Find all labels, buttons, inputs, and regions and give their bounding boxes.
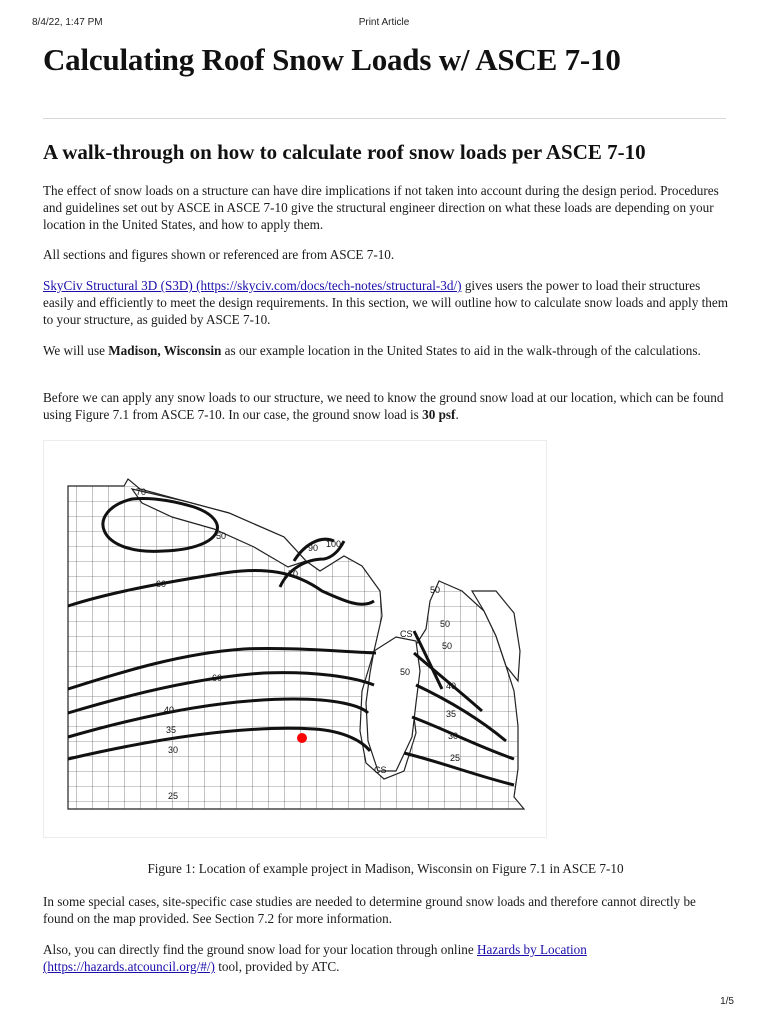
contour-label: 25: [450, 753, 461, 763]
article-title: Calculating Roof Snow Loads w/ ASCE 7-10: [43, 42, 621, 77]
contour-label: 40: [164, 705, 175, 715]
contour-label: 40: [446, 681, 457, 691]
snow-load-map: [44, 441, 546, 837]
contour-label: 70: [136, 487, 147, 497]
location-paragraph: [43, 342, 728, 359]
contour-label: 25: [168, 791, 179, 801]
contour-label: 70: [288, 569, 299, 579]
hazards-by-location-link[interactable]: Hazards by Location (https://hazards.atcouncil.org/#/): [43, 942, 587, 974]
contour-label: CS: [374, 765, 387, 775]
page-number: 1/5: [720, 996, 734, 1007]
contour-label: 50: [430, 585, 441, 595]
reference-paragraph: All sections and figures shown or referenced are from ASCE 7-10.: [43, 247, 395, 262]
ground-load-text-pre: Before we can apply any snow loads to our structure, we need to know the ground snow load at our location, which can be found using Figure 7.1 from ASCE 7-10. In our case, the ground snow load is: [43, 390, 724, 422]
contour-label: 35: [166, 725, 177, 735]
madison-location-marker: [297, 733, 307, 743]
ground-load-text-post: .: [455, 407, 459, 422]
contour-label: 35: [446, 709, 457, 719]
print-header: [32, 17, 736, 31]
contour-label: 60: [156, 579, 167, 589]
title-divider: [43, 118, 726, 119]
hazards-text-pre: Also, you can directly find the ground snow load for your location through online: [43, 942, 478, 957]
article-subtitle: A walk-through on how to calculate roof snow loads per ASCE 7-10: [43, 140, 646, 164]
print-datetime: 8/4/22, 1:47 PM: [32, 17, 103, 28]
contour-label: 30: [448, 731, 459, 741]
figure-caption: Figure 1: Location of example project in Madison, Wisconsin on Figure 7.1 in ASCE 7-10: [147, 861, 624, 876]
skyciv-paragraph-text: gives users the power to load their structures easily and efficiently to meet the design requirements. In this section, we will outline how to calculate snow loads and apply them to your structure, as guided by ASCE 7-10.: [43, 278, 728, 327]
contour-label: 50: [440, 619, 451, 629]
skyciv-paragraph: [43, 277, 728, 328]
contour-label: 60: [212, 673, 223, 683]
contour-label: 50: [442, 641, 453, 651]
intro-paragraph: The effect of snow loads on a structure can have dire implications if not taken into account during the design period. Procedures and guidelines set out by ASCE in ASCE 7-10 give the structural engineer direction on what these loads are depending on your location in the United States, and how to apply them.: [43, 183, 719, 232]
skyciv-s3d-link[interactable]: SkyCiv Structural 3D (S3D) (https://skyciv.com/docs/tech-notes/structural-3d/): [43, 278, 462, 293]
ground-load-value: 30 psf: [422, 407, 456, 422]
ground-load-paragraph: [43, 389, 728, 423]
contour-label: 30: [168, 745, 179, 755]
contour-label: 100: [326, 539, 342, 549]
hazards-text-post: tool, provided by ATC.: [214, 959, 340, 974]
contour-label: 90: [308, 543, 319, 553]
location-text-pre: We will use: [43, 343, 109, 358]
location-name: Madison, Wisconsin: [108, 343, 222, 358]
hazards-paragraph: [43, 941, 728, 975]
special-cases-paragraph: In some special cases, site-specific case studies are needed to determine ground snow loads and therefore cannot directly be found on the map provided. See Section 7.2 for more information.: [43, 894, 696, 926]
location-text-post: as our example location in the United States to aid in the walk-through of the calculations.: [221, 343, 701, 358]
snow-load-map-figure: [43, 440, 547, 838]
print-title: Print Article: [358, 17, 410, 28]
contour-label: CS: [400, 629, 413, 639]
contour-label: 50: [400, 667, 411, 677]
contour-label: 50: [216, 531, 227, 541]
